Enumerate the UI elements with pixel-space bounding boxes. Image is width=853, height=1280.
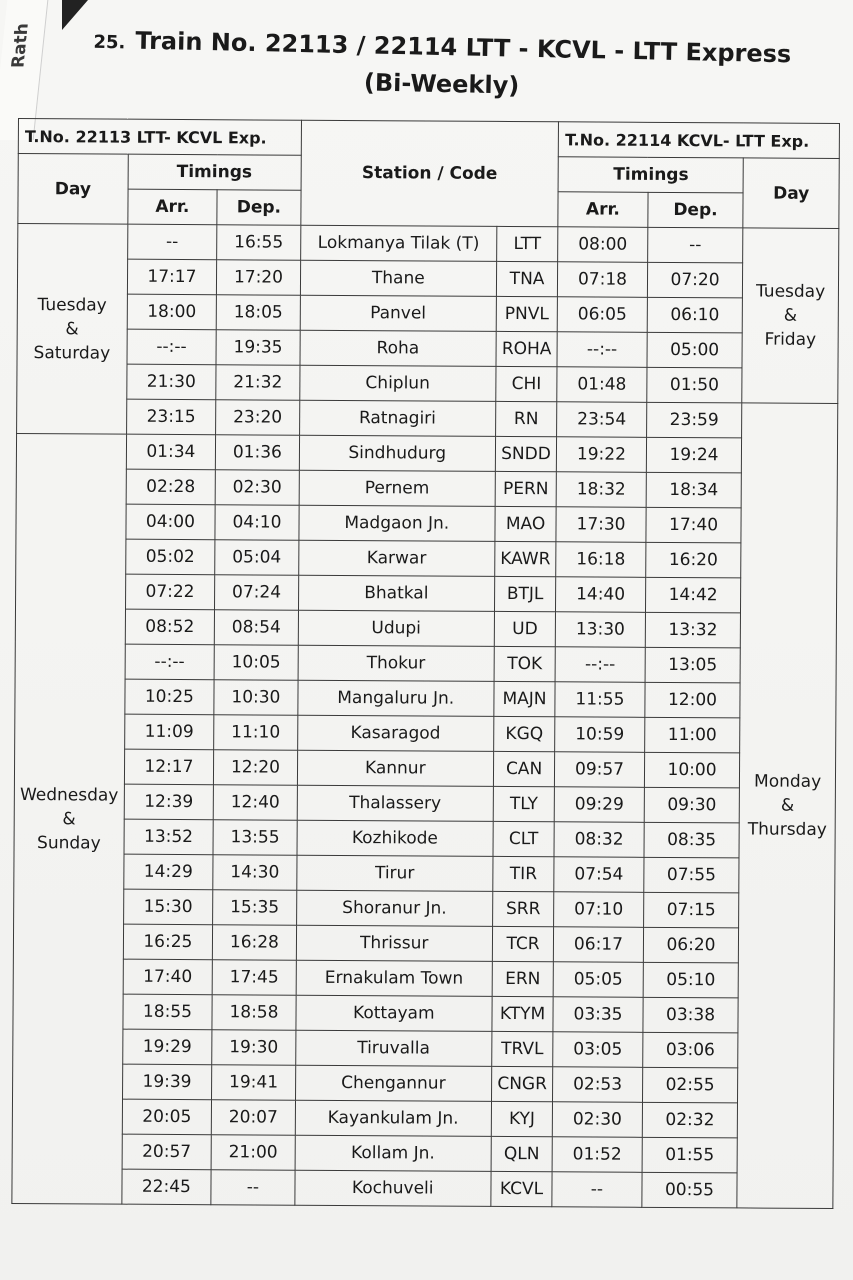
up-departure: 14:42 xyxy=(645,577,741,613)
station-name: Bhatkal xyxy=(298,575,494,611)
down-arrival: 17:17 xyxy=(127,259,217,295)
down-departure: 23:20 xyxy=(216,400,300,436)
up-departure: 07:55 xyxy=(644,857,740,893)
station-name: Thrissur xyxy=(296,925,492,961)
station-name: Kannur xyxy=(297,750,493,786)
down-departure: 17:45 xyxy=(212,960,296,996)
up-arrival: 11:55 xyxy=(555,682,645,718)
left-day-label-top: Tuesday xyxy=(37,294,107,316)
down-arrival: 08:52 xyxy=(125,609,215,645)
down-arrival: 20:05 xyxy=(122,1099,212,1135)
down-arrival: 16:25 xyxy=(123,924,213,960)
down-arrival: 23:15 xyxy=(126,399,216,435)
down-arrival: 20:57 xyxy=(122,1134,212,1170)
down-arrival: 17:40 xyxy=(123,959,213,995)
down-arrival: 22:45 xyxy=(122,1169,212,1205)
station-code: UD xyxy=(494,611,556,646)
station-name: Pernem xyxy=(299,470,495,506)
down-arrival: 05:02 xyxy=(125,539,215,575)
up-departure: 03:38 xyxy=(643,997,739,1033)
station-code: CHI xyxy=(496,366,558,401)
station-name: Tiruvalla xyxy=(295,1030,491,1066)
up-departure: 06:10 xyxy=(647,297,743,333)
left-day-header: Day xyxy=(18,154,128,225)
up-departure: 07:20 xyxy=(647,262,743,298)
down-arrival: -- xyxy=(127,224,217,260)
right-day-header: Day xyxy=(743,158,839,229)
up-departure: 18:34 xyxy=(646,472,742,508)
up-departure: 02:55 xyxy=(642,1067,738,1103)
table-row xyxy=(16,468,837,508)
up-arrival: 13:30 xyxy=(556,612,646,648)
station-name: Kasaragod xyxy=(297,715,493,751)
down-departure: 08:54 xyxy=(214,610,298,646)
table-row xyxy=(12,1098,833,1138)
station-code: PERN xyxy=(495,471,557,506)
station-code: TIR xyxy=(493,856,555,891)
left-day-group xyxy=(12,433,126,1204)
left-timings-header: Timings xyxy=(128,154,301,190)
station-name: Chengannur xyxy=(295,1065,491,1101)
table-row xyxy=(14,818,835,858)
down-arrival: 15:30 xyxy=(123,889,213,925)
down-departure: 19:41 xyxy=(212,1065,296,1101)
down-departure: 14:30 xyxy=(213,855,297,891)
station-name: Kochuveli xyxy=(295,1170,491,1206)
up-departure: 13:32 xyxy=(645,612,741,648)
table-row xyxy=(16,503,837,543)
right-day-label-top: Tuesday xyxy=(755,281,826,302)
up-arrival: 17:30 xyxy=(556,507,646,543)
up-departure: 05:00 xyxy=(647,332,743,368)
left-day-label-bottom: Sunday xyxy=(37,832,101,854)
right-day-label-bottom: Thursday xyxy=(747,819,827,840)
left-day-label-top: Wednesday xyxy=(19,784,119,806)
down-arrival: --:-- xyxy=(127,329,217,365)
down-departure: 13:55 xyxy=(213,820,297,856)
down-departure: -- xyxy=(211,1170,295,1206)
down-departure: 20:07 xyxy=(211,1100,295,1136)
up-departure: -- xyxy=(647,227,743,263)
down-departure: 05:04 xyxy=(215,540,299,576)
down-arrival: 19:29 xyxy=(122,1029,212,1065)
down-arrival: 13:52 xyxy=(124,819,214,855)
station-name: Karwar xyxy=(298,540,494,576)
down-departure: 16:55 xyxy=(217,225,301,261)
table-row xyxy=(15,678,836,718)
station-code: KAWR xyxy=(495,541,557,576)
table-row xyxy=(13,1063,834,1103)
table-row xyxy=(16,433,837,473)
down-arrival: 19:39 xyxy=(122,1064,212,1100)
up-arrival: 16:18 xyxy=(556,542,646,578)
section-number: 25. xyxy=(93,31,126,54)
right-day-group xyxy=(742,228,839,404)
station-name: Kozhikode xyxy=(297,820,493,856)
down-arrival: 07:22 xyxy=(125,574,215,610)
down-arrival: 01:34 xyxy=(126,434,216,470)
left-arr-header: Arr. xyxy=(128,189,218,225)
up-arrival: 01:48 xyxy=(557,367,647,403)
station-code: TNA xyxy=(496,261,558,296)
down-arrival: 10:25 xyxy=(125,679,215,715)
right-day-group xyxy=(737,403,838,1209)
left-day-group xyxy=(17,224,128,435)
down-departure: 04:10 xyxy=(215,505,299,541)
down-departure: 02:30 xyxy=(215,470,299,506)
station-name: Roha xyxy=(300,330,496,366)
station-name: Kottayam xyxy=(296,995,492,1031)
station-name: Mangaluru Jn. xyxy=(298,680,494,716)
station-code: PNVL xyxy=(496,296,558,331)
station-name: Tirur xyxy=(296,855,492,891)
table-row xyxy=(17,398,838,438)
table-row xyxy=(17,328,838,368)
station-code: BTJL xyxy=(494,576,556,611)
station-name: Ratnagiri xyxy=(299,400,495,436)
table-row xyxy=(13,923,834,963)
table-row xyxy=(14,783,835,823)
station-name: Lokmanya Tilak (T) xyxy=(300,225,496,261)
up-arrival: 18:32 xyxy=(556,472,646,508)
down-departure: 21:32 xyxy=(216,365,300,401)
up-departure: 08:35 xyxy=(644,822,740,858)
page-title xyxy=(71,22,812,108)
station-code: KGQ xyxy=(494,716,556,751)
station-code: KCVL xyxy=(491,1171,553,1206)
up-arrival: 08:00 xyxy=(558,227,648,263)
table-row xyxy=(14,888,835,928)
station-code: CLT xyxy=(493,821,555,856)
up-departure: 17:40 xyxy=(646,507,742,543)
right-day-amp: & xyxy=(783,305,798,326)
down-arrival: 12:39 xyxy=(124,784,214,820)
down-arrival: 14:29 xyxy=(123,854,213,890)
left-day-amp: & xyxy=(65,318,79,339)
station-name: Udupi xyxy=(298,610,494,646)
up-arrival: 10:59 xyxy=(555,717,645,753)
up-arrival: 19:22 xyxy=(557,437,647,473)
table-row xyxy=(12,1168,833,1208)
station-code: TCR xyxy=(492,926,554,961)
down-departure: 16:28 xyxy=(213,925,297,961)
down-departure: 17:20 xyxy=(217,260,301,296)
up-arrival: -- xyxy=(552,1172,642,1208)
table-row xyxy=(17,293,838,333)
up-arrival: 05:05 xyxy=(553,962,643,998)
station-code: SNDD xyxy=(495,436,557,471)
title-text: Train No. 22113 / 22114 LTT - KCVL - LTT Express xyxy=(135,26,792,69)
up-arrival: 01:52 xyxy=(552,1137,642,1173)
up-arrival: 06:05 xyxy=(557,297,647,333)
up-departure: 05:10 xyxy=(643,962,739,998)
station-code: TLY xyxy=(493,786,555,821)
table-row xyxy=(13,993,834,1033)
up-arrival: 03:05 xyxy=(553,1032,643,1068)
up-arrival: 02:53 xyxy=(553,1067,643,1103)
title-line-2: (Bi-Weekly) xyxy=(363,68,520,100)
right-arr-header: Arr. xyxy=(558,192,648,228)
down-departure: 18:58 xyxy=(212,995,296,1031)
table-row xyxy=(16,538,837,578)
right-day-label-top: Monday xyxy=(754,771,822,792)
down-arrival: --:-- xyxy=(125,644,215,680)
down-arrival: 18:55 xyxy=(123,994,213,1030)
down-departure: 12:20 xyxy=(214,750,298,786)
table-row xyxy=(14,853,835,893)
left-train-header: T.No. 22113 LTT- KCVL Exp. xyxy=(18,119,301,156)
up-departure: 02:32 xyxy=(642,1102,738,1138)
down-arrival: 02:28 xyxy=(126,469,216,505)
table-row xyxy=(15,643,836,683)
down-departure: 19:30 xyxy=(212,1030,296,1066)
up-arrival: 23:54 xyxy=(557,402,647,438)
down-arrival: 12:17 xyxy=(124,749,214,785)
up-departure: 19:24 xyxy=(646,437,742,473)
table-row xyxy=(13,1028,834,1068)
station-name: Sindhudurg xyxy=(299,435,495,471)
station-name: Kayankulam Jn. xyxy=(295,1100,491,1136)
table-row xyxy=(14,748,835,788)
station-code: KTYM xyxy=(492,996,554,1031)
station-name: Thalassery xyxy=(297,785,493,821)
station-code: RN xyxy=(495,401,557,436)
station-name: Shoranur Jn. xyxy=(296,890,492,926)
up-departure: 07:15 xyxy=(643,892,739,928)
up-arrival: 06:17 xyxy=(554,927,644,963)
table-row xyxy=(16,573,837,613)
up-arrival: 07:18 xyxy=(558,262,648,298)
station-code: MAO xyxy=(495,506,557,541)
table-row xyxy=(17,363,838,403)
station-code: MAJN xyxy=(494,681,556,716)
up-arrival: 02:30 xyxy=(553,1102,643,1138)
left-day-label-bottom: Saturday xyxy=(33,342,111,364)
up-arrival: 07:54 xyxy=(554,857,644,893)
station-name: Chiplun xyxy=(299,365,495,401)
up-departure: 13:05 xyxy=(645,647,741,683)
right-train-header: T.No. 22114 KCVL- LTT Exp. xyxy=(559,122,840,159)
up-departure: 11:00 xyxy=(644,717,740,753)
station-code: LTT xyxy=(497,226,559,261)
right-day-amp: & xyxy=(780,795,795,816)
station-code: TRVL xyxy=(492,1031,554,1066)
station-name: Panvel xyxy=(300,295,496,331)
station-code: ERN xyxy=(492,961,554,996)
down-departure: 10:05 xyxy=(214,645,298,681)
station-code: SRR xyxy=(492,891,554,926)
down-arrival: 21:30 xyxy=(126,364,216,400)
right-dep-header: Dep. xyxy=(648,192,744,228)
up-arrival: 07:10 xyxy=(554,892,644,928)
timetable-body xyxy=(12,224,839,1209)
station-code-header: Station / Code xyxy=(301,120,559,227)
up-departure: 01:55 xyxy=(642,1137,738,1173)
right-day-label-bottom: Friday xyxy=(764,329,817,350)
up-arrival: 09:57 xyxy=(555,752,645,788)
up-departure: 23:59 xyxy=(646,402,742,438)
down-departure: 10:30 xyxy=(214,680,298,716)
right-timings-header: Timings xyxy=(558,157,743,193)
left-dep-header: Dep. xyxy=(217,190,301,226)
down-arrival: 11:09 xyxy=(124,714,214,750)
up-departure: 12:00 xyxy=(645,682,741,718)
up-departure: 01:50 xyxy=(647,367,743,403)
up-arrival: 14:40 xyxy=(556,577,646,613)
station-code: TOK xyxy=(494,646,556,681)
up-arrival: --:-- xyxy=(555,647,645,683)
down-arrival: 04:00 xyxy=(126,504,216,540)
station-name: Thokur xyxy=(298,645,494,681)
station-code: CAN xyxy=(493,751,555,786)
up-arrival: --:-- xyxy=(557,332,647,368)
down-departure: 18:05 xyxy=(216,295,300,331)
station-code: KYJ xyxy=(491,1101,553,1136)
table-row xyxy=(13,958,834,998)
up-departure: 06:20 xyxy=(643,927,739,963)
station-name: Ernakulam Town xyxy=(296,960,492,996)
table-row xyxy=(15,713,836,753)
down-departure: 21:00 xyxy=(211,1135,295,1171)
station-code: QLN xyxy=(491,1136,553,1171)
timetable xyxy=(11,118,840,1209)
station-code: CNGR xyxy=(491,1066,553,1101)
up-arrival: 09:29 xyxy=(554,787,644,823)
table-row xyxy=(17,259,838,299)
table-row xyxy=(15,608,836,648)
station-name: Thane xyxy=(300,260,496,296)
left-day-amp: & xyxy=(62,808,76,829)
station-code: ROHA xyxy=(496,331,558,366)
down-departure: 11:10 xyxy=(214,715,298,751)
down-departure: 15:35 xyxy=(213,890,297,926)
up-departure: 00:55 xyxy=(642,1172,738,1208)
station-name: Kollam Jn. xyxy=(295,1135,491,1171)
down-departure: 07:24 xyxy=(215,575,299,611)
down-departure: 01:36 xyxy=(216,435,300,471)
up-arrival: 03:35 xyxy=(553,997,643,1033)
up-departure: 16:20 xyxy=(645,542,741,578)
up-departure: 03:06 xyxy=(642,1032,738,1068)
up-arrival: 08:32 xyxy=(554,822,644,858)
up-departure: 09:30 xyxy=(644,787,740,823)
down-arrival: 18:00 xyxy=(127,294,217,330)
up-departure: 10:00 xyxy=(644,752,740,788)
table-row xyxy=(18,224,839,264)
station-name: Madgaon Jn. xyxy=(299,505,495,541)
down-departure: 12:40 xyxy=(213,785,297,821)
down-departure: 19:35 xyxy=(216,330,300,366)
table-row xyxy=(12,1133,833,1173)
side-label: Rath xyxy=(8,23,33,68)
